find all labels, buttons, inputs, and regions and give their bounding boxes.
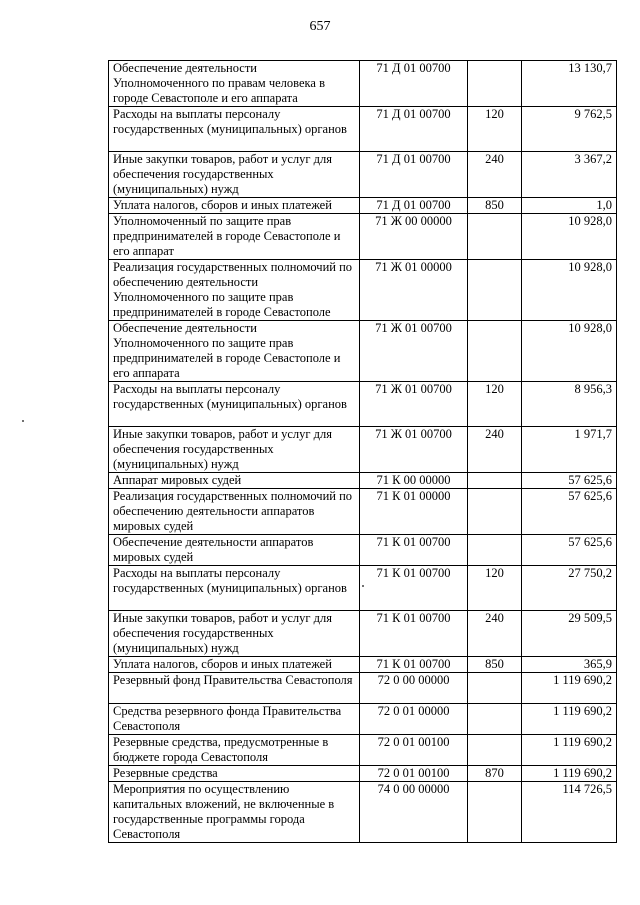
row-sum: 29 509,5 bbox=[522, 611, 617, 657]
table-row bbox=[109, 260, 617, 321]
table-row bbox=[109, 107, 617, 152]
row-name: Уплата налогов, сборов и иных платежей bbox=[109, 657, 360, 673]
row-type: 120 bbox=[468, 382, 522, 427]
row-sum: 10 928,0 bbox=[522, 214, 617, 260]
row-name: Реализация государственных полномочий по обеспечению деятельности Уполномоченного по защите прав предпринимателей в городе Севастополе bbox=[109, 260, 360, 321]
row-sum: 57 625,6 bbox=[522, 473, 617, 489]
row-name: Резервные средства bbox=[109, 766, 360, 782]
table-row bbox=[109, 673, 617, 704]
table-row bbox=[109, 214, 617, 260]
row-type: 870 bbox=[468, 766, 522, 782]
table-row bbox=[109, 704, 617, 735]
row-type bbox=[468, 260, 522, 321]
table-row bbox=[109, 611, 617, 657]
row-sum: 13 130,7 bbox=[522, 61, 617, 107]
row-code: 72 0 00 00000 bbox=[360, 673, 468, 704]
row-type bbox=[468, 782, 522, 843]
row-name: Обеспечение деятельности Уполномоченного по защите прав предпринимателей в городе Севастополе и его аппарата bbox=[109, 321, 360, 382]
row-code: 71 Д 01 00700 bbox=[360, 61, 468, 107]
row-code: 71 К 01 00000 bbox=[360, 489, 468, 535]
row-code: 71 К 00 00000 bbox=[360, 473, 468, 489]
row-type bbox=[468, 704, 522, 735]
row-code: 71 Ж 01 00700 bbox=[360, 382, 468, 427]
row-name: Расходы на выплаты персоналу государственных (муниципальных) органов bbox=[109, 566, 360, 611]
row-sum: 365,9 bbox=[522, 657, 617, 673]
row-name: Мероприятия по осуществлению капитальных вложений, не включенные в государственные программы города Севастополя bbox=[109, 782, 360, 843]
row-code: 71 Ж 01 00000 bbox=[360, 260, 468, 321]
row-type: 240 bbox=[468, 611, 522, 657]
row-type: 850 bbox=[468, 657, 522, 673]
table-row bbox=[109, 473, 617, 489]
row-code: 72 0 01 00100 bbox=[360, 766, 468, 782]
row-name: Средства резервного фонда Правительства Севастополя bbox=[109, 704, 360, 735]
row-name: Иные закупки товаров, работ и услуг для обеспечения государственных (муниципальных) нужд bbox=[109, 152, 360, 198]
row-type: 120 bbox=[468, 566, 522, 611]
row-name: Иные закупки товаров, работ и услуг для обеспечения государственных (муниципальных) нужд bbox=[109, 611, 360, 657]
row-code: 74 0 00 00000 bbox=[360, 782, 468, 843]
row-type: 240 bbox=[468, 427, 522, 473]
row-type bbox=[468, 489, 522, 535]
row-sum: 1,0 bbox=[522, 198, 617, 214]
row-code: 71 К 01 00700 bbox=[360, 535, 468, 566]
row-sum: 57 625,6 bbox=[522, 535, 617, 566]
budget-table-body bbox=[109, 61, 617, 843]
row-code: 72 0 01 00000 bbox=[360, 704, 468, 735]
row-code: 71 Ж 01 00700 bbox=[360, 321, 468, 382]
row-sum: 8 956,3 bbox=[522, 382, 617, 427]
row-name: Аппарат мировых судей bbox=[109, 473, 360, 489]
row-name: Резервные средства, предусмотренные в бюджете города Севастополя bbox=[109, 735, 360, 766]
row-code: 71 Д 01 00700 bbox=[360, 107, 468, 152]
row-name: Резервный фонд Правительства Севастополя bbox=[109, 673, 360, 704]
row-name: Реализация государственных полномочий по обеспечению деятельности аппаратов мировых судей bbox=[109, 489, 360, 535]
table-row bbox=[109, 766, 617, 782]
row-type: 240 bbox=[468, 152, 522, 198]
row-code: 71 К 01 00700 bbox=[360, 566, 468, 611]
row-name: Уполномоченный по защите прав предпринимателей в городе Севастополе и его аппарат bbox=[109, 214, 360, 260]
row-sum: 1 119 690,2 bbox=[522, 704, 617, 735]
row-name: Расходы на выплаты персоналу государственных (муниципальных) органов bbox=[109, 107, 360, 152]
row-sum: 9 762,5 bbox=[522, 107, 617, 152]
row-code: 71 К 01 00700 bbox=[360, 611, 468, 657]
row-type bbox=[468, 473, 522, 489]
table-row bbox=[109, 566, 617, 611]
row-type: 120 bbox=[468, 107, 522, 152]
row-code: 71 Д 01 00700 bbox=[360, 152, 468, 198]
table-row bbox=[109, 489, 617, 535]
row-type bbox=[468, 321, 522, 382]
scan-speck bbox=[22, 420, 24, 422]
row-name: Расходы на выплаты персоналу государственных (муниципальных) органов bbox=[109, 382, 360, 427]
row-code: 71 Ж 00 00000 bbox=[360, 214, 468, 260]
row-type bbox=[468, 214, 522, 260]
row-type bbox=[468, 735, 522, 766]
row-sum: 10 928,0 bbox=[522, 260, 617, 321]
row-type: 850 bbox=[468, 198, 522, 214]
row-sum: 10 928,0 bbox=[522, 321, 617, 382]
table-row bbox=[109, 535, 617, 566]
row-sum: 57 625,6 bbox=[522, 489, 617, 535]
row-sum: 1 119 690,2 bbox=[522, 766, 617, 782]
row-type bbox=[468, 673, 522, 704]
row-code: 71 Д 01 00700 bbox=[360, 198, 468, 214]
row-name: Обеспечение деятельности Уполномоченного по правам человека в городе Севастополе и его аппарата bbox=[109, 61, 360, 107]
row-sum: 1 971,7 bbox=[522, 427, 617, 473]
row-name: Уплата налогов, сборов и иных платежей bbox=[109, 198, 360, 214]
row-sum: 114 726,5 bbox=[522, 782, 617, 843]
row-code: 71 К 01 00700 bbox=[360, 657, 468, 673]
row-type bbox=[468, 61, 522, 107]
row-code: 72 0 01 00100 bbox=[360, 735, 468, 766]
row-name: Обеспечение деятельности аппаратов мировых судей bbox=[109, 535, 360, 566]
row-type bbox=[468, 535, 522, 566]
row-sum: 27 750,2 bbox=[522, 566, 617, 611]
table-row bbox=[109, 782, 617, 843]
row-sum: 1 119 690,2 bbox=[522, 735, 617, 766]
table-row bbox=[109, 152, 617, 198]
row-code: 71 Ж 01 00700 bbox=[360, 427, 468, 473]
row-sum: 3 367,2 bbox=[522, 152, 617, 198]
table-row bbox=[109, 198, 617, 214]
table-row bbox=[109, 735, 617, 766]
budget-table bbox=[108, 60, 617, 843]
table-row bbox=[109, 382, 617, 427]
page-number: 657 bbox=[309, 19, 331, 34]
scan-speck bbox=[362, 585, 364, 587]
row-name: Иные закупки товаров, работ и услуг для обеспечения государственных (муниципальных) нужд bbox=[109, 427, 360, 473]
table-row bbox=[109, 61, 617, 107]
row-sum: 1 119 690,2 bbox=[522, 673, 617, 704]
table-row bbox=[109, 321, 617, 382]
table-row bbox=[109, 427, 617, 473]
table-row bbox=[109, 657, 617, 673]
